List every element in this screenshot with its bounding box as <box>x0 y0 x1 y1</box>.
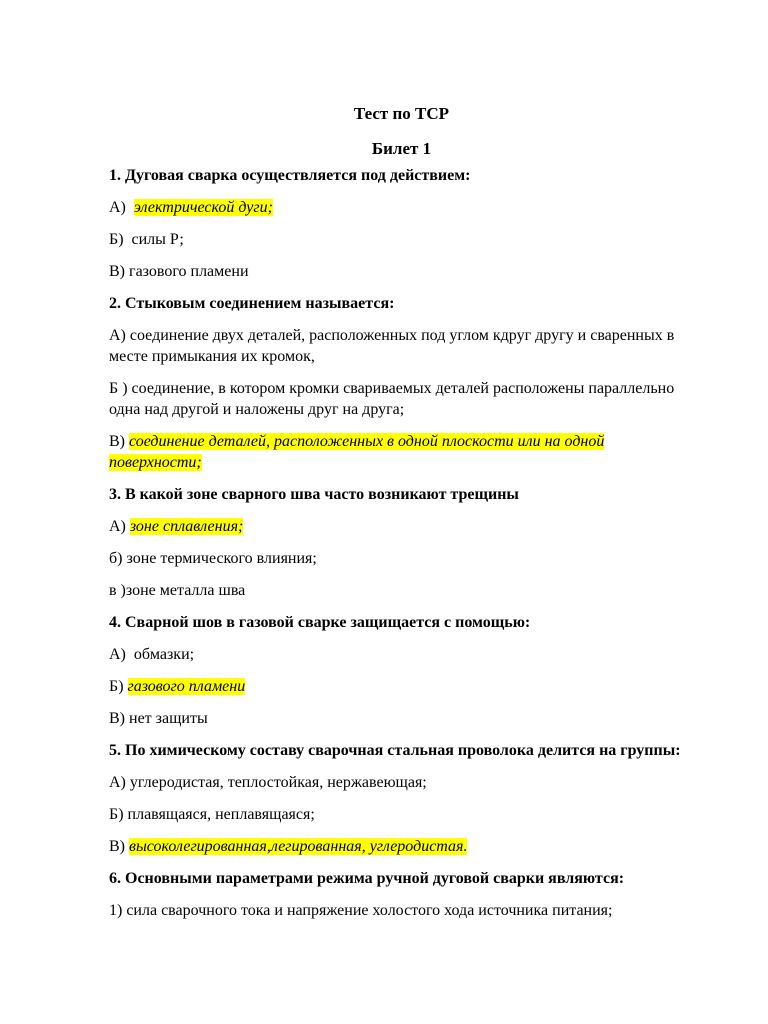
document-title: Тест по ТСР <box>353 104 450 123</box>
answer-option: А) соединение двух деталей, расположенных под углом кдруг другу и сваренных в месте примыкания их кромок, <box>109 327 675 365</box>
question-text: 2. Стыковым соединением называется: <box>109 295 395 312</box>
answer-option: в )зоне металла шва <box>109 582 246 599</box>
answer-option: В) нет защиты <box>109 710 208 727</box>
answer-option <box>109 431 694 473</box>
question-text: 4. Сварной шов в газовой сварке защищается с помощью: <box>109 614 531 631</box>
answer-highlighted-text: газового пламени <box>127 678 246 695</box>
answer-prefix: А) <box>109 199 134 216</box>
answer-prefix: А) <box>109 518 130 535</box>
question-text: 1. Дуговая сварка осуществляется под действием: <box>109 167 471 184</box>
answer-prefix: В) <box>109 838 129 855</box>
answer-highlighted-text: высоколегированная,легированная, углеродистая. <box>129 838 468 855</box>
document-subtitle: Билет 1 <box>371 139 432 158</box>
answer-option <box>109 197 694 218</box>
question-block <box>109 484 694 601</box>
answer-option <box>109 516 694 537</box>
question-block <box>109 293 694 473</box>
answer-highlighted-text: электрической дуги; <box>133 199 273 216</box>
answer-option <box>109 836 694 857</box>
question-block <box>109 612 694 729</box>
answer-highlighted-text: зоне сплавления; <box>129 518 244 535</box>
answer-option: б) зоне термического влияния; <box>109 550 317 567</box>
question-block <box>109 165 694 282</box>
answer-option: В) газового пламени <box>109 263 249 280</box>
answer-highlighted-text: соединение деталей, расположенных в одной плоскости или на одной поверхности; <box>109 433 605 471</box>
answer-option: Б) плавящаяся, неплавящаяся; <box>109 806 315 823</box>
answer-option: 1) сила сварочного тока и напряжение холостого хода источника питания; <box>109 902 613 919</box>
answer-option: А) углеродистая, теплостойкая, нержавеющая; <box>109 774 427 791</box>
answer-option: Б) силы Р; <box>109 231 184 248</box>
answer-option <box>109 676 694 697</box>
answer-option: А) обмазки; <box>109 646 195 663</box>
answer-option: Б ) соединение, в котором кромки свариваемых деталей расположены параллельно одна над другой и наложены друг на друга; <box>109 380 675 418</box>
question-text: 6. Основными параметрами режима ручной дуговой сварки являются: <box>109 870 625 887</box>
question-text: 5. По химическому составу сварочная стальная проволока делится на группы: <box>109 742 681 759</box>
answer-prefix: Б) <box>109 678 128 695</box>
answer-prefix: В) <box>109 433 129 450</box>
document-content <box>109 102 694 932</box>
question-text: 3. В какой зоне сварного шва часто возникают трещины <box>109 486 519 503</box>
question-block <box>109 740 694 857</box>
question-block <box>109 868 694 921</box>
